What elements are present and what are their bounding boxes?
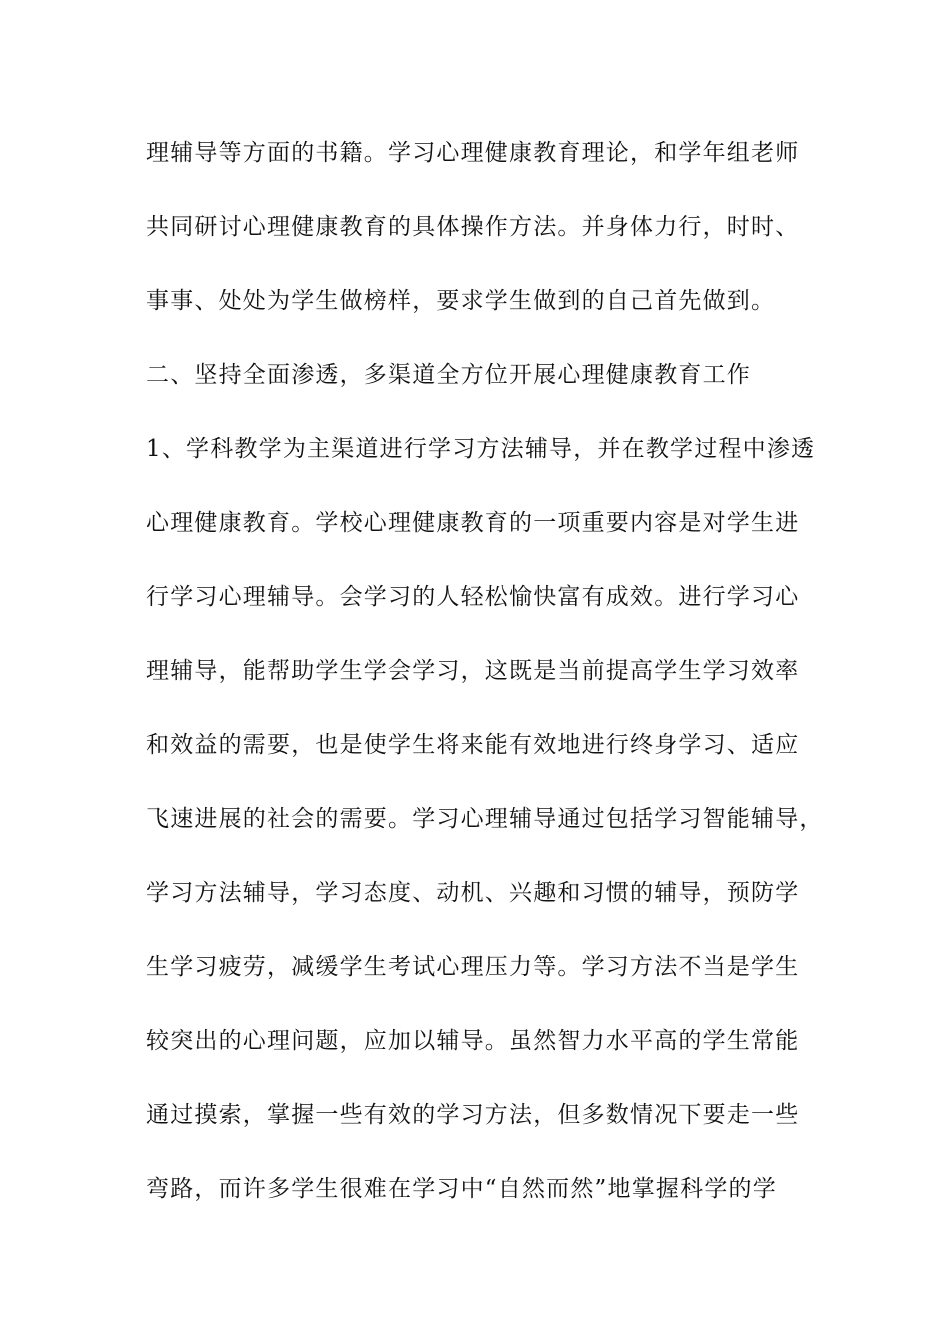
- text-line: 和效益的需要，也是使学生将来能有效地进行终身学习、适应: [146, 732, 800, 758]
- section-heading: 二、坚持全面渗透，多渠道全方位开展心理健康教育工作: [146, 362, 751, 388]
- text-line: 通过摸索，掌握一些有效的学习方法，但多数情况下要走一些: [146, 1102, 800, 1128]
- text-line: 理辅导，能帮助学生学会学习，这既是当前提高学生学习效率: [146, 658, 800, 684]
- text-line: 弯路，而许多学生很难在学习中“自然而然”地掌握科学的学: [146, 1176, 777, 1202]
- text-line: 生学习疲劳，减缓学生考试心理压力等。学习方法不当是学生: [146, 954, 800, 980]
- text-line: 事事、处处为学生做榜样，要求学生做到的自己首先做到。: [146, 288, 776, 314]
- text-line: 行学习心理辅导。会学习的人轻松愉快富有成效。进行学习心: [146, 584, 800, 610]
- text-line: 飞速进展的社会的需要。学习心理辅导通过包括学习智能辅导，: [146, 806, 824, 832]
- text-line: 心理健康教育。学校心理健康教育的一项重要内容是对学生进: [146, 510, 800, 536]
- text-line: 1、学科教学为主渠道进行学习方法辅导，并在教学过程中渗透: [146, 436, 816, 462]
- text-line: 共同研讨心理健康教育的具体操作方法。并身体力行，时时、: [146, 214, 800, 240]
- text-line: 理辅导等方面的书籍。学习心理健康教育理论，和学年组老师: [146, 140, 800, 166]
- text-line: 学习方法辅导，学习态度、动机、兴趣和习惯的辅导，预防学: [146, 880, 800, 906]
- text-line: 较突出的心理问题，应加以辅导。虽然智力水平高的学生常能: [146, 1028, 800, 1054]
